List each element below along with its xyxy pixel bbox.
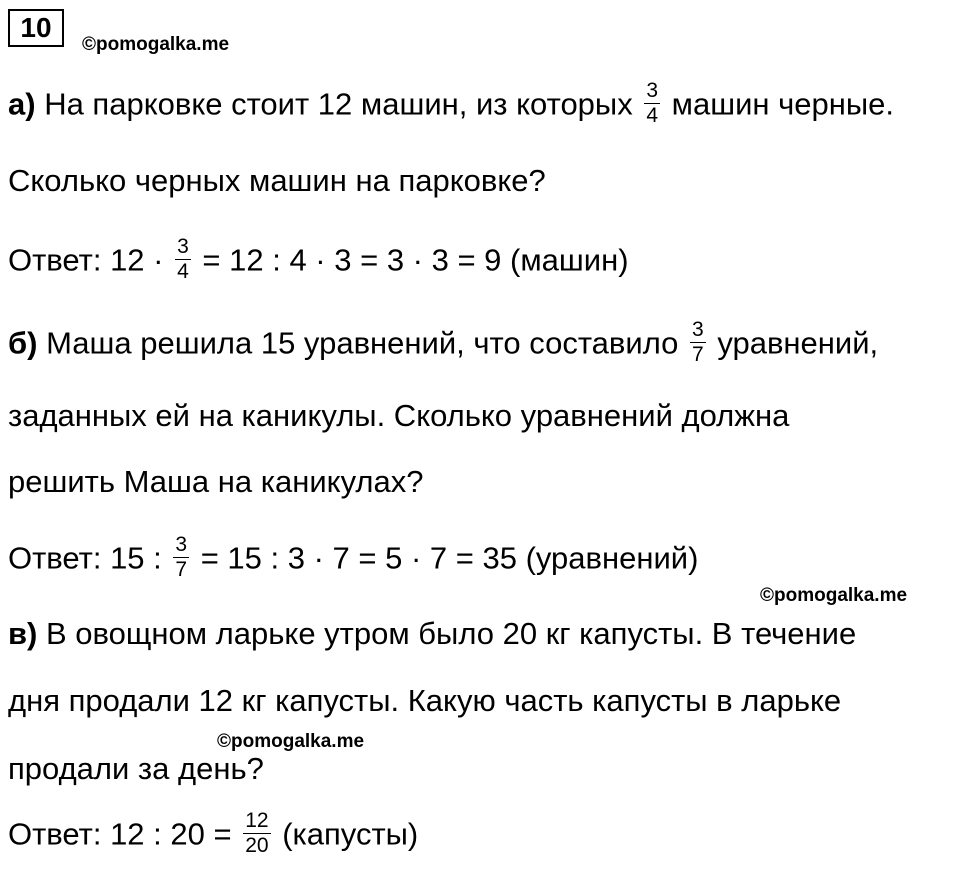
part-a-text-2: машин черные. <box>671 86 895 122</box>
watermark-bottom: ©pomogalka.me <box>217 731 365 752</box>
part-b-answer-1: Ответ: 15 : <box>8 540 162 576</box>
fraction-numerator: 3 <box>175 533 188 556</box>
part-b-label: б) <box>8 325 38 361</box>
part-a-line-1 <box>8 79 895 131</box>
part-c-line-2: дня продали 12 кг капусты. Какую часть капусты в ларьке <box>8 683 842 718</box>
task-number: 10 <box>8 9 64 47</box>
fraction-numerator: 3 <box>692 318 704 341</box>
part-c-answer-1: Ответ: 12 : 20 = <box>8 816 232 852</box>
fraction-numerator: 3 <box>646 79 659 102</box>
part-c-text-1: В овощном ларьке утром было 20 кг капусты. В течение <box>37 616 857 651</box>
part-a-label: а) <box>8 86 36 122</box>
fraction-numerator: 12 <box>245 809 269 832</box>
part-c-line-3: продали за день? <box>8 751 264 786</box>
part-a-answer-fraction <box>175 235 191 284</box>
fraction-denominator: 7 <box>175 558 188 581</box>
watermark-top: ©pomogalka.me <box>82 34 230 55</box>
part-c-label: в) <box>8 616 38 651</box>
part-a-fraction <box>644 79 660 128</box>
part-b-text-2: уравнений, <box>717 325 879 361</box>
fraction-numerator: 3 <box>177 235 189 258</box>
part-b-answer-fraction <box>173 533 189 582</box>
part-c-answer-2: (капусты) <box>282 816 419 852</box>
part-a-answer <box>8 235 629 287</box>
part-c-line-1 <box>8 614 856 654</box>
part-b-answer <box>8 533 699 585</box>
part-a-line-2: Сколько черных машин на парковке? <box>8 163 546 198</box>
part-b-line-1 <box>8 318 879 370</box>
fraction-denominator: 7 <box>692 343 704 366</box>
part-c-answer-fraction <box>243 809 270 858</box>
fraction-denominator: 4 <box>646 104 659 127</box>
fraction-denominator: 4 <box>177 260 189 283</box>
part-b-answer-2: = 15 : 3 · 7 = 5 · 7 = 35 (уравнений) <box>200 540 699 576</box>
fraction-denominator: 20 <box>245 834 269 857</box>
part-a-answer-2: = 12 : 4 · 3 = 3 · 3 = 9 (машин) <box>202 242 629 278</box>
part-a-text-1: На парковке стоит 12 машин, из которых <box>35 86 633 122</box>
part-b-fraction <box>690 318 706 367</box>
part-b-text-1: Маша решила 15 уравнений, что составило <box>37 325 679 361</box>
watermark-middle: ©pomogalka.me <box>760 585 908 606</box>
part-b-line-2: заданных ей на каникулы. Сколько уравнений должна <box>8 398 790 433</box>
part-a-answer-1: Ответ: 12 · <box>8 242 164 278</box>
part-b-line-3: решить Маша на каникулах? <box>8 464 424 499</box>
part-c-answer <box>8 809 419 861</box>
